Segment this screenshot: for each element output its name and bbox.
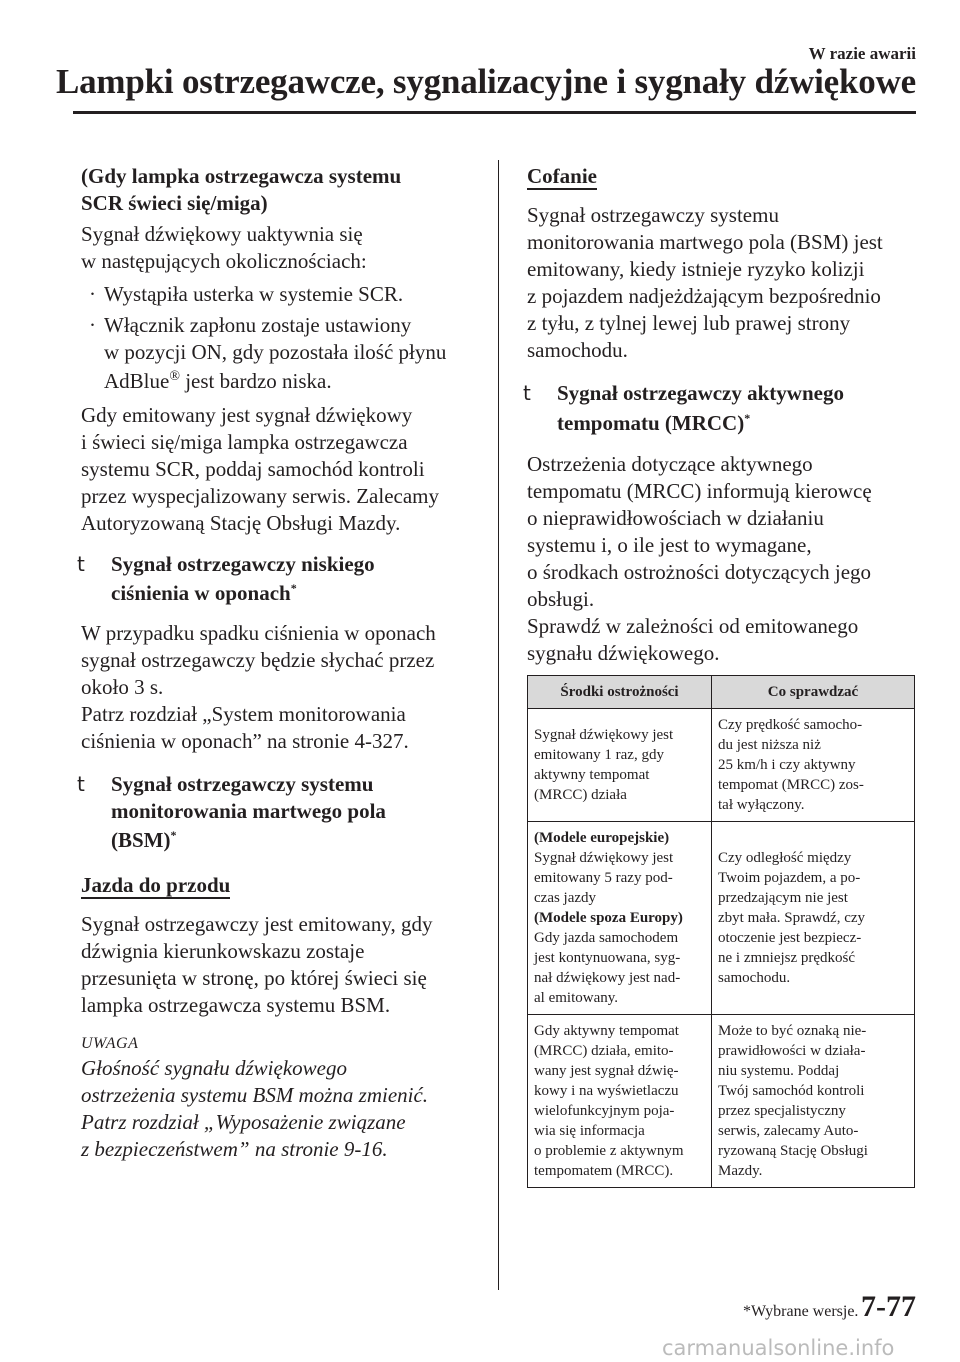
list-item [81, 281, 481, 308]
cell-line: przedzającym nie jest [718, 890, 848, 906]
paragraph-line: sygnał ostrzegawczy będzie słychać przez [81, 648, 435, 672]
cell-line: jest kontynuowana, syg- [534, 950, 681, 966]
title-rule [73, 111, 916, 114]
mrcc-paragraph [527, 451, 919, 667]
cell-line: zbyt mała. Sprawdź, czy [718, 910, 866, 926]
cell-line: samochodu. [718, 970, 791, 986]
scr-heading-line: SCR świeci się/miga) [81, 191, 268, 215]
table-header-cell: Środki ostrożności [528, 676, 712, 709]
paragraph-line: przez wyspecjalizowany serwis. Zalecamy [81, 484, 440, 508]
paragraph-line: systemu SCR, poddaj samochód kontroli [81, 457, 425, 481]
mrcc-check-table [527, 675, 915, 1188]
paragraph-line: z pojazdem nadjeżdżającym bezpośrednio [527, 284, 881, 308]
paragraph-line: W przypadku spadku ciśnienia w oponach [81, 621, 436, 645]
table-header-cell: Co sprawdzać [712, 676, 915, 709]
paragraph-line: Autoryzowaną Stację Obsługi Mazdy. [81, 511, 401, 535]
table-cell [712, 822, 915, 1015]
paragraph-line: około 3 s. [81, 675, 164, 699]
table-header-row [528, 676, 915, 709]
cell-line: przez specjalistyczny [718, 1103, 846, 1119]
bsm-paragraph [81, 911, 481, 1019]
scr-paragraph [81, 402, 481, 537]
paragraph-line: Patrz rozdział „System monitorowania [81, 702, 406, 726]
registered-mark: ® [169, 369, 180, 384]
scr-intro-line: w następujących okolicznościach: [81, 249, 367, 273]
paragraph-line: dźwignia kierunkowskazu zostaje [81, 939, 365, 963]
bullet-text: w pozycji ON, gdy pozostała ilość płynu [104, 340, 447, 364]
cell-line: emitowany 1 raz, gdy [534, 747, 664, 763]
cell-line: Sygnał dźwiękowy jest [534, 850, 674, 866]
paragraph-line: sygnału dźwiękowego. [527, 641, 720, 665]
bullet-text: Włącznik zapłonu zostaje ustawiony [104, 313, 412, 337]
paragraph-line: i świeci się/miga lampka ostrzegawcza [81, 430, 408, 454]
cell-line: tał wyłączony. [718, 797, 805, 813]
paragraph-line: systemu i, o ile jest to wymagane, [527, 533, 812, 557]
heading-line: Sygnał ostrzegawczy aktywnego [557, 381, 844, 405]
cell-line: tempomatem (MRCC). [534, 1163, 674, 1179]
cell-line: Gdy aktywny tempomat [534, 1023, 679, 1039]
cell-line: wia się informacja [534, 1123, 645, 1139]
tire-paragraph [81, 620, 481, 755]
section-marker-icon: t [77, 552, 85, 576]
column-divider [498, 160, 499, 1290]
cell-line: czas jazdy [534, 890, 597, 906]
heading-line: monitorowania martwego pola [111, 799, 386, 823]
paragraph-line: Sygnał ostrzegawczy jest emitowany, gdy [81, 912, 433, 936]
note-text [81, 1055, 481, 1163]
heading-text: (BSM) [111, 828, 171, 852]
paragraph-line: Sprawdź w zależności od emitowanego [527, 614, 859, 638]
section-marker-icon: t [77, 772, 85, 796]
cell-line: Mazdy. [718, 1163, 763, 1179]
paragraph-line: samochodu. [527, 338, 628, 362]
paragraph-line: ciśnienia w oponach” na stronie 4-327. [81, 729, 409, 753]
cell-line: Może to być oznaką nie- [718, 1023, 867, 1039]
table-cell [712, 709, 915, 822]
bsm-heading [77, 771, 481, 855]
paragraph-line: o środkach ostrożności dotyczących jego [527, 560, 872, 584]
mrcc-heading [523, 380, 919, 439]
cell-line: Twój samochód kontroli [718, 1083, 865, 1099]
section-marker-icon: t [523, 381, 531, 405]
note-line: Patrz rozdział „Wyposażenie związane [81, 1110, 406, 1134]
table-cell [528, 1015, 712, 1188]
paragraph-line: z tyłu, z tylnej lewej lub prawej strony [527, 311, 851, 335]
paragraph-line: tempomatu (MRCC) informują kierowcę [527, 479, 872, 503]
right-column [523, 163, 919, 667]
note-line: z bezpieczeństwem” na stronie 9-16. [81, 1137, 388, 1161]
cell-line: Czy odległość między [718, 850, 852, 866]
paragraph-line: Ostrzeżenia dotyczące aktywnego [527, 452, 813, 476]
list-item [81, 312, 481, 396]
cell-line: wielofunkcyjnym poja- [534, 1103, 675, 1119]
cell-line: otoczenie jest bezpiecz- [718, 930, 862, 946]
paragraph-line: o nieprawidłowościach w działaniu [527, 506, 824, 530]
table-row [528, 709, 915, 822]
forward-heading: Jazda do przodu [81, 873, 231, 897]
cell-line: emitowany 5 razy pod- [534, 870, 673, 886]
cell-line: du jest niższa niż [718, 737, 821, 753]
cell-line: serwis, zalecamy Auto- [718, 1123, 859, 1139]
cell-line: 25 km/h i czy aktywny [718, 757, 856, 773]
cell-line: prawidłowości w działa- [718, 1043, 866, 1059]
note-line: ostrzeżenia systemu BSM można zmienić. [81, 1083, 429, 1107]
heading-text: ciśnienia w oponach [111, 581, 291, 605]
cell-subheading: (Modele spoza Europy) [534, 910, 683, 926]
footnote: *Wybrane wersje. [743, 1303, 859, 1320]
heading-line [111, 578, 481, 608]
cell-line: tempomat (MRCC) zos- [718, 777, 864, 793]
cell-line: al emitowany. [534, 990, 619, 1006]
cell-line: Sygnał dźwiękowy jest [534, 727, 674, 743]
paragraph-line: lampka ostrzegawcza systemu BSM. [81, 993, 391, 1017]
paragraph-line: emitowany, kiedy istnieje ryzyko kolizji [527, 257, 865, 281]
heading-line: Sygnał ostrzegawczy niskiego [111, 552, 375, 576]
paragraph-line: monitorowania martwego pola (BSM) jest [527, 230, 883, 254]
cell-line: aktywny tempomat [534, 767, 650, 783]
reverse-heading: Cofanie [527, 164, 597, 188]
table-row [528, 822, 915, 1015]
paragraph-line: obsługi. [527, 587, 595, 611]
paragraph-line: Sygnał ostrzegawczy systemu [527, 203, 779, 227]
footnote-star: * [170, 828, 177, 842]
cell-line: nał dźwiękowy jest nad- [534, 970, 681, 986]
bullet-text-tail: jest bardzo niska. [179, 369, 332, 393]
reverse-paragraph [527, 202, 919, 364]
note-heading: UWAGA [81, 1035, 139, 1052]
cell-line: (MRCC) działa [534, 787, 627, 803]
table-cell [712, 1015, 915, 1188]
cell-line: kowy i na wyświetlaczu [534, 1083, 679, 1099]
heading-line [111, 825, 481, 855]
footnote-star: * [744, 411, 751, 425]
scr-heading [81, 163, 481, 217]
scr-heading-line: (Gdy lampka ostrzegawcza systemu [81, 164, 402, 188]
cell-line: o problemie z aktywnym [534, 1143, 684, 1159]
cell-line: (MRCC) działa, emito- [534, 1043, 674, 1059]
adblue-text: AdBlue [104, 369, 170, 393]
footnote-star: * [290, 581, 297, 595]
heading-text: tempomatu (MRCC) [557, 411, 745, 435]
page-number: 7-77 [861, 1290, 916, 1323]
left-column [77, 163, 481, 1163]
cell-line: wany jest sygnał dźwię- [534, 1063, 679, 1079]
watermark: carmanualsonline.info [662, 1336, 895, 1360]
tire-heading [77, 551, 481, 608]
heading-line [557, 407, 919, 439]
page-title: Lampki ostrzegawcze, sygnalizacyjne i sygnały dźwiękowe [55, 62, 916, 101]
table-cell [528, 709, 712, 822]
bullet-icon: · [89, 313, 96, 337]
paragraph-line: Gdy emitowany jest sygnał dźwiękowy [81, 403, 413, 427]
bullet-text: Wystąpiła usterka w systemie SCR. [104, 282, 404, 306]
note-line: Głośność sygnału dźwiękowego [81, 1056, 347, 1080]
cell-subheading: (Modele europejskie) [534, 830, 670, 846]
scr-bullet-list [81, 281, 481, 396]
section-label: W razie awarii [808, 44, 916, 63]
scr-intro-line: Sygnał dźwiękowy uaktywnia się [81, 222, 363, 246]
table-cell [528, 822, 712, 1015]
heading-line: Sygnał ostrzegawczy systemu [111, 772, 374, 796]
cell-line: niu systemu. Poddaj [718, 1063, 840, 1079]
bullet-icon: · [89, 282, 96, 306]
table-row [528, 1015, 915, 1188]
bullet-text [104, 366, 481, 396]
cell-line: Gdy jazda samochodem [534, 930, 679, 946]
cell-line: Czy prędkość samocho- [718, 717, 863, 733]
cell-line: Twoim pojazdem, a po- [718, 870, 861, 886]
paragraph-line: przesunięta w stronę, po której świeci się [81, 966, 427, 990]
cell-line: ne i zmniejsz prędkość [718, 950, 856, 966]
cell-line: ryzowaną Stację Obsługi [718, 1143, 868, 1159]
